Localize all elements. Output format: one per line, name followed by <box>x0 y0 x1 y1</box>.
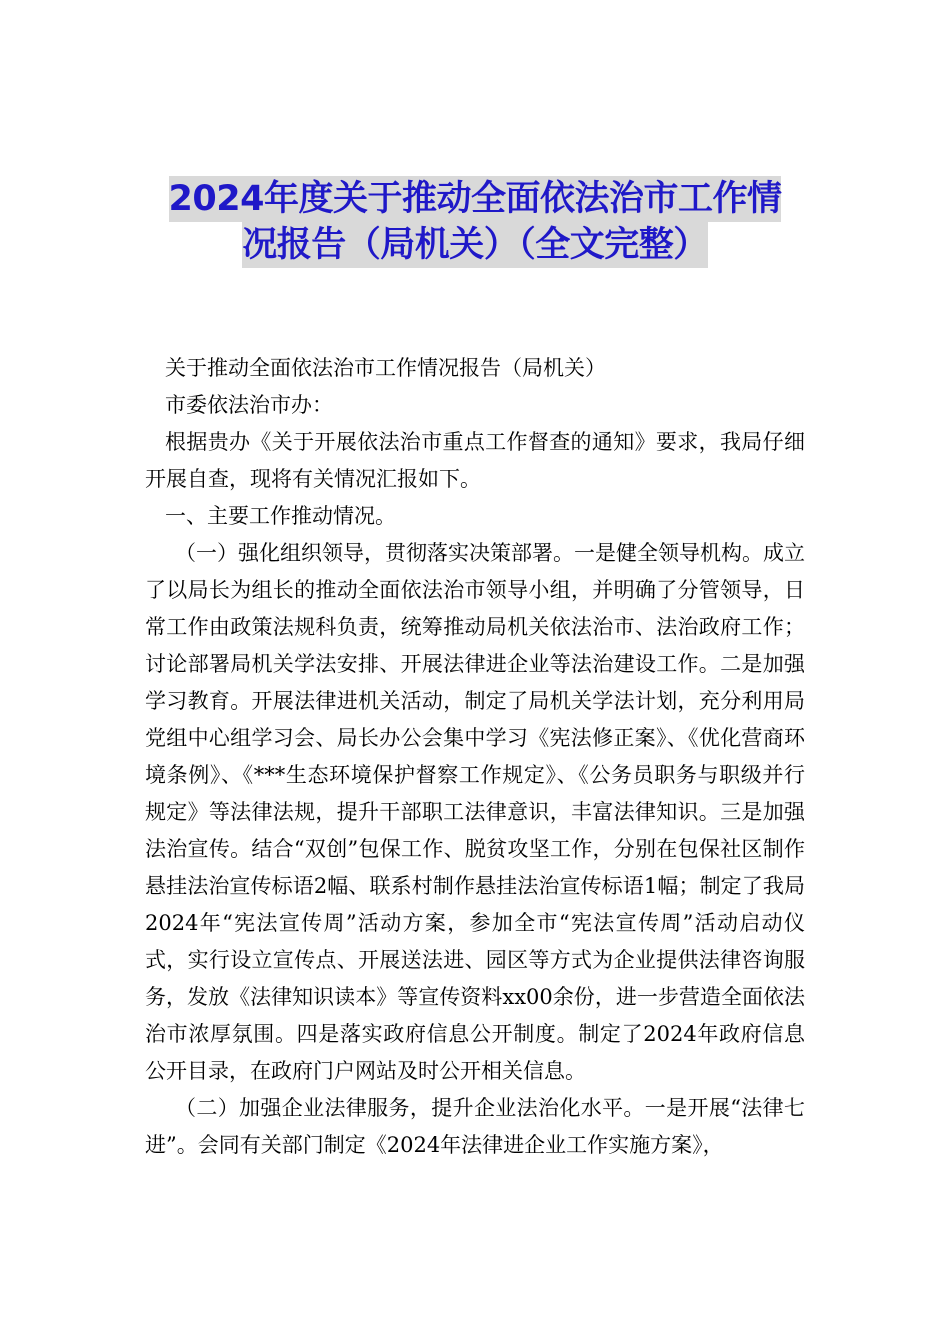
recipient-line: 市委依法治市办： <box>165 393 333 417</box>
section-heading: 一、主要工作推动情况。 <box>165 504 396 528</box>
report-heading: 关于推动全面依法治市工作情况报告（局机关） <box>165 356 606 380</box>
paragraph-2: （二）加强企业法律服务，提升企业法治化水平。一是开展“法律七进”。会同有关部门制定《2024年法律进企业工作实施方案》， <box>145 1096 805 1157</box>
paragraph-1: （一）强化组织领导，贯彻落实决策部署。一是健全领导机构。成立了以局长为组长的推动全面依法治市领导小组，并明确了分管领导，日常工作由政策法规科负责，统筹推动局机关依法治市、法治政府工作；讨论部署局机关学法安排、开展法律进企业等法治建设工作。二是加强学习教育。开展法律进机关活动，制定了局机关学法计划，充分利用局党组中心组学习会、局长办公会集中学习《宪法修正案》、《优化营商环境条例》、《***生态环境保护督察工作规定》、《公务员职务与职级并行规定》等法律法规，提升干部职工法律意识，丰富法律知识。三是加强法治宣传。结合“双创”包保工作、脱贫攻坚工作，分别在包保社区制作悬挂法治宣传标语2幅、联系村制作悬挂法治宣传标语1幅；制定了我局2024年“宪法宣传周”活动方案，参加全市“宪法宣传周”活动启动仪式，实行设立宣传点、开展送法进、园区等方式为企业提供法律咨询服务，发放《法律知识读本》等宣传资料xx00余份，进一步营造全面依法治市浓厚氛围。四是落实政府信息公开制度。制定了2024年政府信息公开目录，在政府门户网站及时公开相关信息。 <box>145 541 805 1083</box>
intro-paragraph: 根据贵办《关于开展依法治市重点工作督查的通知》要求，我局仔细开展自查，现将有关情况汇报如下。 <box>145 430 805 491</box>
document-body <box>145 350 805 1164</box>
document-title <box>140 176 810 268</box>
title-line-2: 况报告（局机关）（全文完整） <box>242 222 708 268</box>
title-line-1: 2024年度关于推动全面依法治市工作情 <box>169 176 782 222</box>
